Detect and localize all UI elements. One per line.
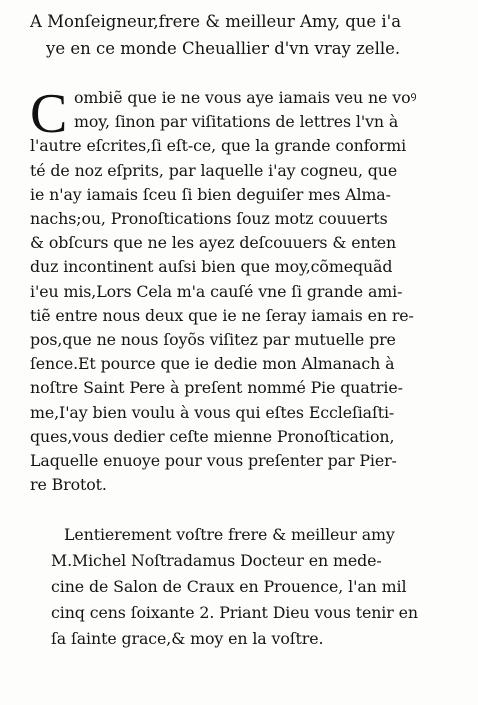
closing-line: cinq cens ſoixante 2. Priant Dieu vous tenir en xyxy=(51,603,418,622)
body-line: duz incontinent auſsi bien que moy,cõmequãd xyxy=(30,257,393,277)
heading-line-1: A Monſeigneur,frere & meilleur Amy, que i'a xyxy=(30,12,402,31)
heading-line-2: ye en ce monde Cheuallier d'vn vray zelle. xyxy=(46,39,401,58)
letter-body xyxy=(30,83,455,497)
body-line: l'autre eſcrites,ſi eſt-ce, que la grande conformi xyxy=(30,136,407,156)
body-line: pos,que ne nous ſoyõs viſitez par mutuelle pre xyxy=(30,330,396,350)
body-line: & obſcurs que ne les ayez deſcouuers & enten xyxy=(30,233,397,253)
closing-line: Lentierement voſtre frere & meilleur amy xyxy=(64,525,395,544)
closing-line: cine de Salon de Craux en Prouence, l'an mil xyxy=(51,577,407,596)
drop-cap-initial: C xyxy=(30,83,68,145)
body-line: té de noz eſprits, par laquelle i'ay cogneu, que xyxy=(30,160,398,180)
body-line: noſtre Saint Pere à preſent nommé Pie quatrie- xyxy=(30,378,403,398)
body-line: i'eu mis,Lors Cela m'a cauſé vne ſi grande ami- xyxy=(30,281,403,301)
body-line: re Brotot. xyxy=(30,475,107,495)
closing-line: M.Michel Noſtradamus Docteur en mede- xyxy=(51,551,382,570)
body-line: ques,vous dedier ceſte mienne Pronoſtication, xyxy=(30,426,395,446)
dedication-heading xyxy=(30,8,460,62)
body-line: tiẽ entre nous deux que ie ne ſeray iamais en re- xyxy=(30,305,414,325)
letter-closing xyxy=(30,522,455,652)
body-line: nachs;ou, Pronoſtications ſouz motz couuerts xyxy=(30,209,388,229)
body-line: ombiẽ que ie ne vous aye iamais veu ne voꝰ xyxy=(74,88,417,107)
body-line: ſence.Et pource que ie dedie mon Almanach à xyxy=(30,354,395,374)
body-line: ie n'ay iamais ſceu ſi bien deguiſer mes Alma- xyxy=(30,184,391,204)
body-line: me,I'ay bien voulu à vous qui eſtes Eccleſiaſti- xyxy=(30,402,395,422)
body-line: Laquelle enuoye pour vous preſenter par Pier- xyxy=(30,451,397,471)
closing-line: ſa ſainte grace,& moy en la voſtre. xyxy=(51,629,324,648)
body-line: moy, ſinon par viſitations de lettres l'vn à xyxy=(74,112,399,132)
